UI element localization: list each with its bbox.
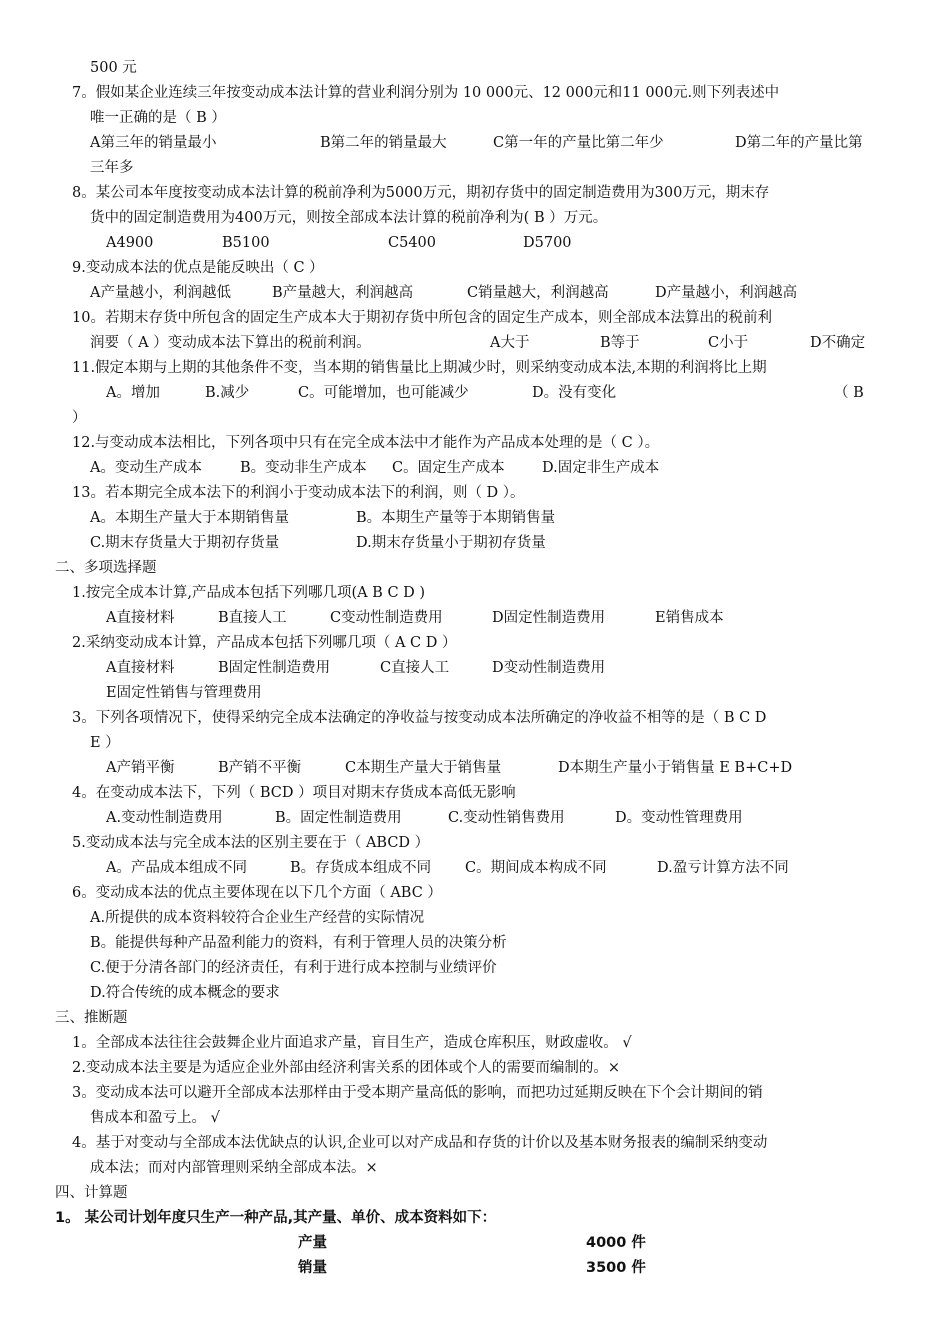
mq2-option-e: E固定性销售与管理费用 xyxy=(106,685,262,701)
q9-option-b: B产量越大，利润越高 xyxy=(272,285,414,301)
q7-option-d: D第二年的产量比第 xyxy=(735,135,863,151)
mq4-option-a: A.变动性制造费用 xyxy=(106,810,223,826)
mq2-option-c: C直接人工 xyxy=(380,660,450,676)
mq5-option-c: C。期间成本构成不同 xyxy=(465,860,607,876)
q12-option-c: C。固定生产成本 xyxy=(392,460,505,476)
calc-q1-stem: 1。 某公司计划年度只生产一种产品,其产量、单价、成本资料如下： xyxy=(55,1210,497,1226)
q13-option-b: B。本期生产量等于本期销售量 xyxy=(356,510,556,526)
q13-option-d: D.期末存货量小于期初存货量 xyxy=(356,535,546,551)
mq2-option-a: A直接材料 xyxy=(106,660,175,676)
tf3-line2: 售成本和盈亏上。 √ xyxy=(90,1110,220,1126)
mq4-stem: 4。在变动成本法下，下列（ BCD ）项目对期末存货成本高低无影响 xyxy=(72,785,516,801)
section-title-calculation: 四、计算题 xyxy=(55,1185,128,1201)
mq5-stem: 5.变动成本法与完全成本法的区别主要在于（ ABCD ） xyxy=(72,835,430,851)
q7-stem-line2: 唯一正确的是（ B ） xyxy=(90,110,226,126)
mq3-option-a: A产销平衡 xyxy=(106,760,175,776)
q13-stem: 13。若本期完全成本法下的利润小于变动成本法下的利润，则（ D ）。 xyxy=(72,485,525,501)
calc-table-value-sales: 3500 件 xyxy=(586,1260,646,1276)
tf4-line1: 4。基于对变动与全部成本法优缺点的认识,企业可以对产成品和存货的计价以及基本财务报表的编制采纳变动 xyxy=(72,1135,768,1151)
q12-option-d: D.固定非生产成本 xyxy=(542,460,660,476)
q10-option-b: B等于 xyxy=(600,335,640,351)
tf1: 1。全部成本法往往会鼓舞企业片面追求产量，盲目生产，造成仓库积压，财政虚收。 √ xyxy=(72,1035,632,1051)
q7-option-a: A第三年的销量最小 xyxy=(90,135,217,151)
q10-stem-line1: 10。若期末存货中所包含的固定生产成本大于期初存货中所包含的固定生产成本，则全部成本法算出的税前利 xyxy=(72,310,772,326)
q11-option-c: C。可能增加，也可能减少 xyxy=(298,385,469,401)
mq2-option-b: B固定性制造费用 xyxy=(218,660,331,676)
prev-answer-tail: 500 元 xyxy=(90,60,137,76)
mq4-option-c: C.变动性销售费用 xyxy=(448,810,565,826)
q8-option-d: D5700 xyxy=(523,235,572,251)
mq1-option-a: A直接材料 xyxy=(106,610,175,626)
q8-stem-line1: 8。某公司本年度按变动成本法计算的税前净利为5000万元，期初存货中的固定制造费用为300万元，期末存 xyxy=(72,185,770,201)
q7-option-d-cont: 三年多 xyxy=(90,160,134,176)
mq1-option-c: C变动性制造费用 xyxy=(330,610,443,626)
q11-answer: （ B xyxy=(834,385,864,401)
mq4-option-b: B。固定性制造费用 xyxy=(275,810,402,826)
q9-option-c: C销量越大，利润越高 xyxy=(467,285,609,301)
q7-option-c: C第一年的产量比第二年少 xyxy=(493,135,664,151)
tf2: 2.变动成本法主要是为适应企业外部由经济利害关系的团体或个人的需要而编制的。× xyxy=(72,1060,620,1076)
q11-option-d: D。没有变化 xyxy=(532,385,617,401)
q11-option-a: A。增加 xyxy=(106,385,160,401)
tf3-line1: 3。变动成本法可以避开全部成本法那样由于受本期产量高低的影响，而把功过延期反映在下个会计期间的销 xyxy=(72,1085,763,1101)
mq3-option-c: C本期生产量大于销售量 xyxy=(345,760,502,776)
q10-option-d: D不确定 xyxy=(810,335,866,351)
mq5-option-d: D.盈亏计算方法不同 xyxy=(657,860,789,876)
mq5-option-a: A。产品成本组成不同 xyxy=(106,860,247,876)
calc-table-label-production: 产量 xyxy=(298,1235,327,1251)
mq3-option-d: D本期生产量小于销售量 E B+C+D xyxy=(558,760,793,776)
q13-option-a: A。本期生产量大于本期销售量 xyxy=(90,510,289,526)
mq3-stem-line2: E ） xyxy=(90,735,120,751)
mq6-stem: 6。变动成本法的优点主要体现在以下几个方面（ ABC ） xyxy=(72,885,442,901)
mq3-stem-line1: 3。下列各项情况下，使得采纳完全成本法确定的净收益与按变动成本法所确定的净收益不相等的是（ B C D xyxy=(72,710,767,726)
q9-option-a: A产量越小，利润越低 xyxy=(90,285,231,301)
calc-table-value-production: 4000 件 xyxy=(586,1235,646,1251)
q11-answer-close: ） xyxy=(72,410,87,426)
q8-option-c: C5400 xyxy=(388,235,436,251)
q12-option-b: B。变动非生产成本 xyxy=(240,460,367,476)
q9-option-d: D产量越小，利润越高 xyxy=(655,285,798,301)
mq2-option-d: D变动性制造费用 xyxy=(492,660,606,676)
q11-stem: 11.假定本期与上期的其他条件不变，当本期的销售量比上期减少时，则采纳变动成本法,本期的利润将比上期 xyxy=(72,360,767,376)
q8-option-a: A4900 xyxy=(106,235,154,251)
q12-stem: 12.与变动成本法相比，下列各项中只有在完全成本法中才能作为产品成本处理的是（ C ）。 xyxy=(72,435,660,451)
q10-option-c: C小于 xyxy=(708,335,749,351)
tf4-line2: 成本法；而对内部管理则采纳全部成本法。× xyxy=(90,1160,378,1176)
calc-table-label-sales: 销量 xyxy=(298,1260,327,1276)
q10-stem-line2: 润要（ A ）变动成本法下算出的税前利润。 xyxy=(90,335,371,351)
q8-stem-line2: 货中的固定制造费用为400万元，则按全部成本法计算的税前净利为( B ）万元。 xyxy=(90,210,608,226)
mq6-option-c: C.便于分清各部门的经济责任，有利于进行成本控制与业绩评价 xyxy=(90,960,497,976)
q8-option-b: B5100 xyxy=(222,235,270,251)
q10-option-a: A大于 xyxy=(490,335,530,351)
mq4-option-d: D。变动性管理费用 xyxy=(615,810,743,826)
mq1-option-b: B直接人工 xyxy=(218,610,287,626)
q12-option-a: A。变动生产成本 xyxy=(90,460,202,476)
mq6-option-b: B。能提供每种产品盈利能力的资料，有利于管理人员的决策分析 xyxy=(90,935,507,951)
mq5-option-b: B。存货成本组成不同 xyxy=(290,860,432,876)
q9-stem: 9.变动成本法的优点是能反映出（ C ） xyxy=(72,260,324,276)
section-title-true-false: 三、推断题 xyxy=(55,1010,128,1026)
section-title-multiple-choice: 二、多项选择题 xyxy=(55,560,157,576)
mq1-option-d: D固定性制造费用 xyxy=(492,610,606,626)
mq6-option-a: A.所提供的成本资料较符合企业生产经营的实际情况 xyxy=(90,910,425,926)
mq1-stem: 1.按完全成本计算,产品成本包括下列哪几项(A B C D ) xyxy=(72,585,426,601)
q11-option-b: B.减少 xyxy=(205,385,250,401)
q7-option-b: B第二年的销量最大 xyxy=(320,135,447,151)
q7-stem-line1: 7。假如某企业连续三年按变动成本法计算的营业利润分别为 10 000元、12 000元和11 000元.则下列表述中 xyxy=(72,85,780,101)
mq2-stem: 2.采纳变动成本计算，产品成本包括下列哪几项（ A C D ） xyxy=(72,635,457,651)
mq6-option-d: D.符合传统的成本概念的要求 xyxy=(90,985,280,1001)
mq3-option-b: B产销不平衡 xyxy=(218,760,302,776)
q13-option-c: C.期末存货量大于期初存货量 xyxy=(90,535,280,551)
mq1-option-e: E销售成本 xyxy=(655,610,724,626)
